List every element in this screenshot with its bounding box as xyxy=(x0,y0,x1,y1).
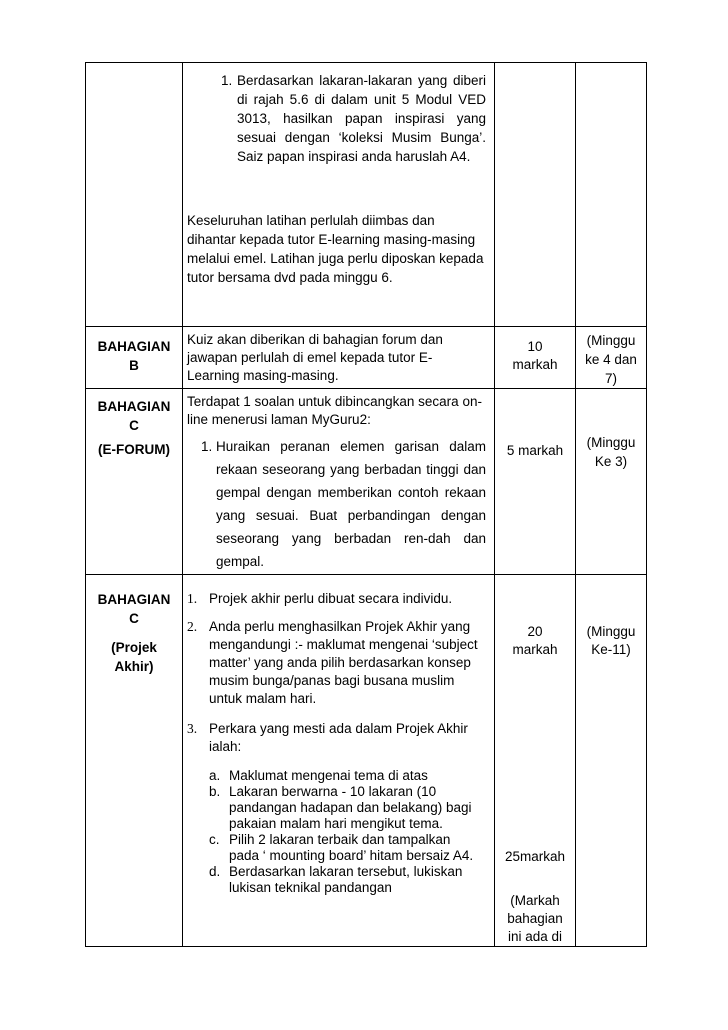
item-text: Lakaran berwarna - 10 lakaran (10 pandangan hadapan dan belakang) bagi pakaian malam hari mengikut tema. xyxy=(229,784,472,831)
section-letter: C xyxy=(129,418,139,433)
item-letter: c. xyxy=(209,832,220,847)
item-text: Projek akhir perlu dibuat secara individu. xyxy=(209,591,453,606)
section-label: BAHAGIAN xyxy=(97,339,171,354)
section-subtitle: (E-FORUM) xyxy=(98,442,170,457)
item-number: 2. xyxy=(187,619,198,634)
week-cell xyxy=(576,63,647,327)
week-cell xyxy=(576,575,647,947)
table-row xyxy=(86,327,647,389)
content-cell xyxy=(183,575,495,947)
marks-value: 20 xyxy=(527,624,543,639)
week-text: 7) xyxy=(604,371,617,386)
marks-cell xyxy=(495,575,576,947)
content-cell xyxy=(183,389,495,575)
marks-cell xyxy=(495,389,576,575)
item-number: 1. xyxy=(221,73,233,88)
week-text: Ke-11) xyxy=(591,642,631,657)
marks-value: 25markah xyxy=(504,849,566,864)
week-text: Ke 3) xyxy=(594,454,628,469)
list-item xyxy=(183,618,494,708)
label-cell xyxy=(86,327,183,389)
marks-note: bahagian xyxy=(507,911,563,926)
content-cell xyxy=(183,327,495,389)
table-row xyxy=(86,63,647,327)
item-text: Maklumat mengenai tema di atas xyxy=(229,768,428,783)
item-text: Anda perlu menghasilkan Projek Akhir yang mengandungi :- maklumat mengenai ‘subject matter’ yang anda pilih berdasarkan konsep musim bunga/panas bagi busana muslim untuk malam hari. xyxy=(209,619,478,706)
section-label: BAHAGIAN xyxy=(97,399,171,414)
item-letter: d. xyxy=(209,864,221,879)
marks-unit: markah xyxy=(512,357,558,372)
list-item xyxy=(183,720,494,756)
week-text: ke 4 dan xyxy=(585,352,637,367)
sub-list-item xyxy=(183,864,494,896)
item-letter: b. xyxy=(209,784,221,799)
table-row xyxy=(86,389,647,575)
item-letter: a. xyxy=(209,768,221,783)
item-number: 1. xyxy=(187,591,198,606)
list-item xyxy=(183,63,494,166)
marks-note: ini ada di xyxy=(507,929,563,944)
item-number: 3. xyxy=(187,721,198,736)
marks-unit: markah xyxy=(512,642,558,657)
item-text: Pilih 2 lakaran terbaik dan tampalkan pada ‘ mounting board’ hitam bersaiz A4. xyxy=(229,832,474,863)
item-number: 1. xyxy=(201,439,213,454)
assignment-table xyxy=(85,62,647,947)
week-text: (Minggu xyxy=(586,333,636,348)
sub-list-item xyxy=(183,784,494,832)
marks-cell xyxy=(495,63,576,327)
marks-value: 5 markah xyxy=(506,443,564,458)
item-text: Perkara yang mesti ada dalam Projek Akhir ialah: xyxy=(209,721,468,754)
section-letter: C xyxy=(129,611,139,626)
week-text: (Minggu xyxy=(586,624,636,639)
marks-cell xyxy=(495,327,576,389)
marks-value: 10 xyxy=(527,339,543,354)
item-text: Berdasarkan lakaran-lakaran yang diberi di rajah 5.6 di dalam unit 5 Modul VED 3013, hasilkan papan inspirasi yang sesuai dengan ‘koleksi Musim Bunga’. Saiz papan inspirasi anda haruslah A4. xyxy=(237,73,486,164)
table-row xyxy=(86,575,647,947)
content-cell xyxy=(183,63,495,327)
label-cell xyxy=(86,63,183,327)
marks-note: (Markah xyxy=(510,893,560,908)
forum-intro: Terdapat 1 soalan untuk dibincangkan secara on-line menerusi laman MyGuru2: xyxy=(187,394,482,427)
section-subtitle: Akhir) xyxy=(114,659,154,674)
sub-list-item xyxy=(183,768,494,784)
section-label: BAHAGIAN xyxy=(97,592,171,607)
week-cell xyxy=(576,327,647,389)
label-cell xyxy=(86,575,183,947)
section-subtitle: (Projek xyxy=(111,640,157,655)
week-text: (Minggu xyxy=(586,435,636,450)
list-item xyxy=(183,435,494,573)
list-item xyxy=(183,590,494,608)
submission-note: Keseluruhan latihan perlulah diimbas dan dihantar kepada tutor E-learning masing-masing melalui emel. Latihan juga perlu diposkan kepada tutor bersama dvd pada minggu 6. xyxy=(187,213,484,285)
quiz-text: Kuiz akan diberikan di bahagian forum dan jawapan perlulah di emel kepada tutor E-Learning masing-masing. xyxy=(187,332,443,383)
sub-list-item xyxy=(183,832,494,864)
label-cell xyxy=(86,389,183,575)
section-letter: B xyxy=(129,358,139,373)
item-text: Huraikan peranan elemen garisan dalam rekaan seseorang yang berbadan tinggi dan gempal dengan memberikan contoh rekaan yang sesuai. Buat perbandingan dengan seseorang yang berbadan ren-dah dan gempal. xyxy=(216,439,486,569)
item-text: Berdasarkan lakaran tersebut, lukiskan lukisan teknikal pandangan xyxy=(229,864,463,895)
week-cell xyxy=(576,389,647,575)
